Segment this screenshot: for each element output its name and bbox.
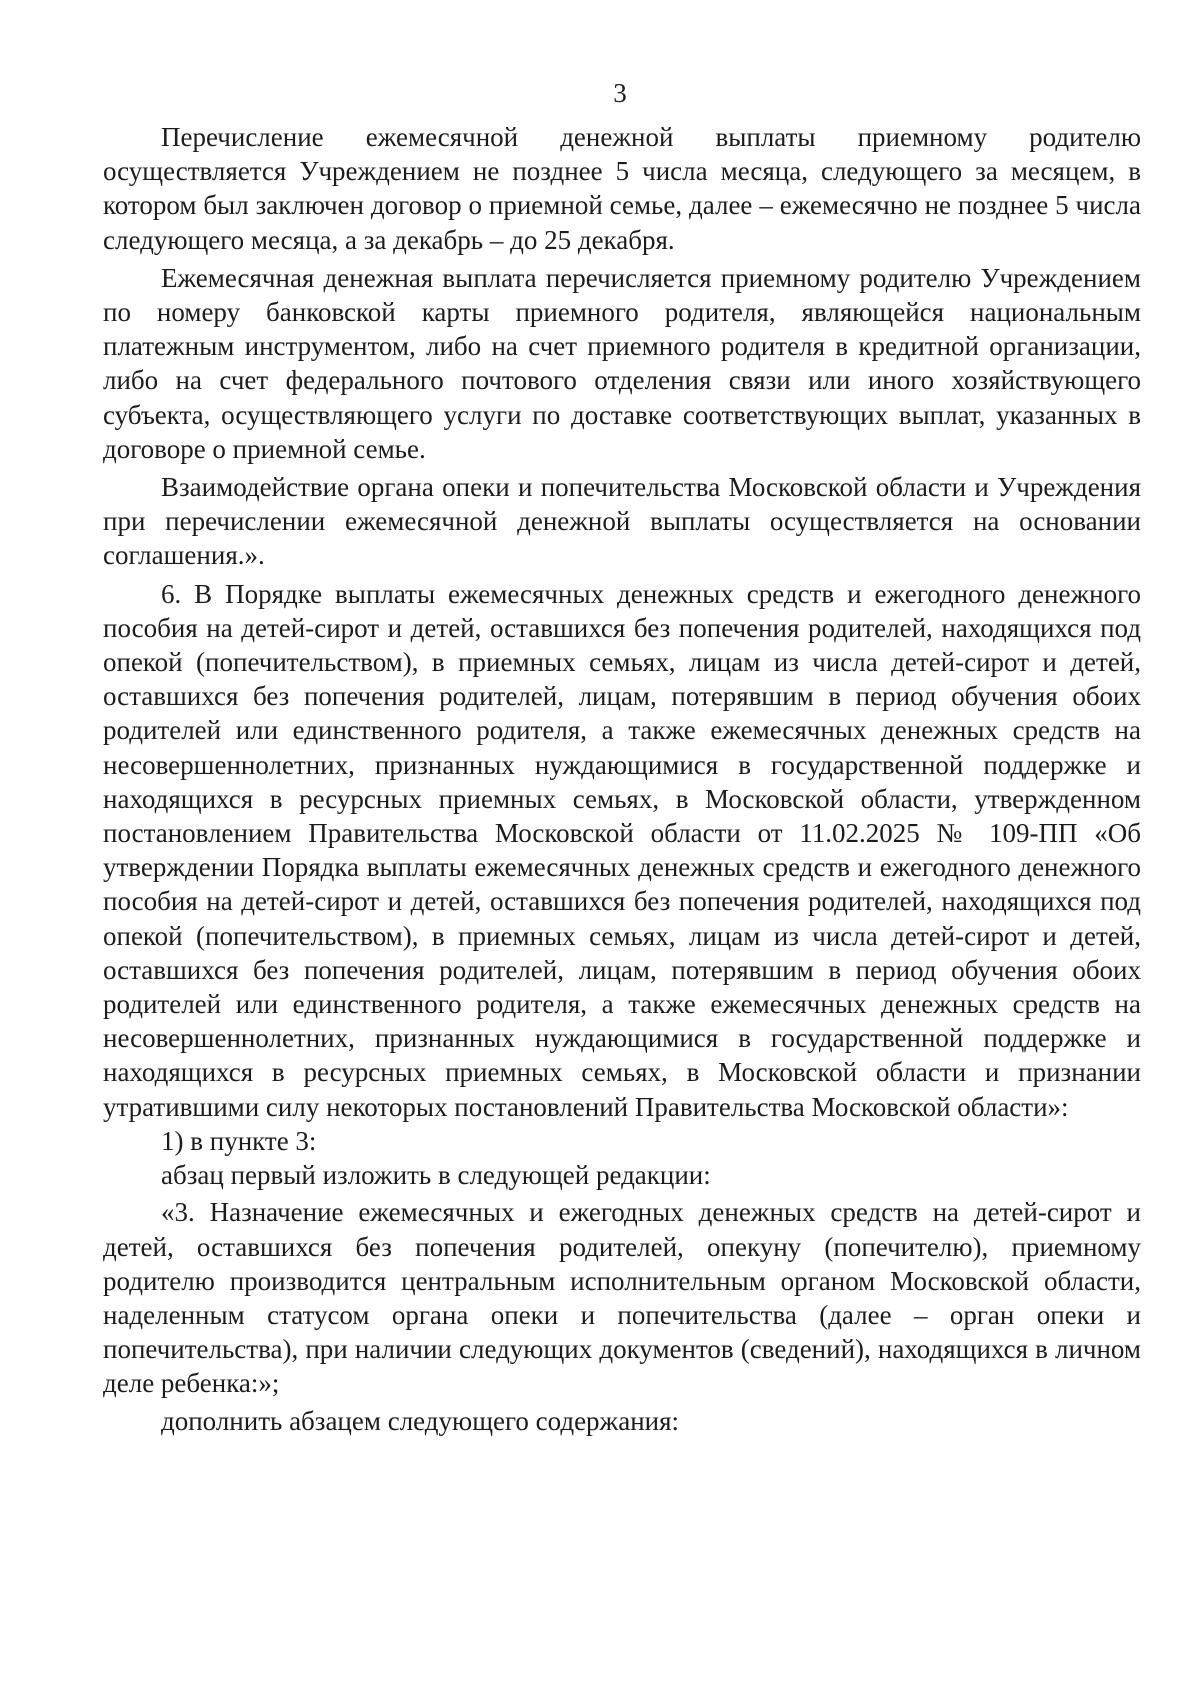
paragraph-item-6-amendment: 6. В Порядке выплаты ежемесячных денежных средств и ежегодного денежного пособия на детей-сирот и детей, оставшихся без попечения родителей, находящихся под опекой (попечительством), в приемных семьях, лицам из числа детей-сирот и детей, оставшихся без попечения родителей, лицам, потерявшим в период обучения обоих родителей или единственного родителя, а также ежемесячных денежных средств на несовершеннолетних, признанных нуждающимися в государственной поддержке и находящихся в ресурсных приемных семьях, в Московской области, утвержденном постановлением Правительства Московской области от 11.02.2025 № 109-ПП «Об утверждении Порядка выплаты ежемесячных денежных средств и ежегодного денежного пособия на детей-сирот и детей, оставшихся без попечения родителей, находящихся под опекой (попечительством), в приемных семьях, лицам из числа детей-сирот и детей, оставшихся без попечения родителей, лицам, потерявшим в период обучения обоих родителей или единственного родителя, а также ежемесячных денежных средств на несовершеннолетних, признанных нуждающимися в государственной поддержке и находящихся в ресурсных приемных семьях, в Московской области и признании утратившими силу некоторых постановлений Правительства Московской области»: [103,578,1141,1122]
document-body [103,120,1141,1438]
paragraph-payment-method: Ежемесячная денежная выплата перечисляется приемному родителю Учреждением по номеру банковской карты приемного родителя, являющейся национальным платежным инструментом, либо на счет приемного родителя в кредитной организации, либо на счет федерального почтового отделения связи или иного хозяйствующего субъекта, осуществляющего услуги по доставке соответствующих выплат, указанных в договоре о приемной семье. [103,262,1141,464]
paragraph-interaction-agreement: Взаимодействие органа опеки и попечительства Московской области и Учреждения при перечислении ежемесячной денежной выплаты осуществляется на основании соглашения.». [103,472,1141,571]
paragraph-supplement-instruction: дополнить абзацем следующего содержания: [161,1405,680,1436]
page-number: 3 [613,78,627,108]
paragraph-subitem-1: 1) в пункте 3: [161,1125,317,1156]
paragraph-payment-transfer-terms: Перечисление ежемесячной денежной выплаты приемному родителю осуществляется Учреждением не позднее 5 числа месяца, следующего за месяцем, в котором был заключен договор о приемной семье, далее – ежемесячно не позднее 5 числа следующего месяца, а за декабрь – до 25 декабря. [103,122,1141,255]
paragraph-new-item-3-text: «3. Назначение ежемесячных и ежегодных денежных средств на детей-сирот и детей, оставшихся без попечения родителей, опекуну (попечителю), приемному родителю производится центральным исполнительным органом Московской области, наделенным статусом органа опеки и попечительства (далее – орган опеки и попечительства), при наличии следующих документов (сведений), находящихся в личном деле ребенка:»; [103,1197,1141,1399]
paragraph-first-abstract-instruction: абзац первый изложить в следующей редакции: [161,1160,711,1191]
